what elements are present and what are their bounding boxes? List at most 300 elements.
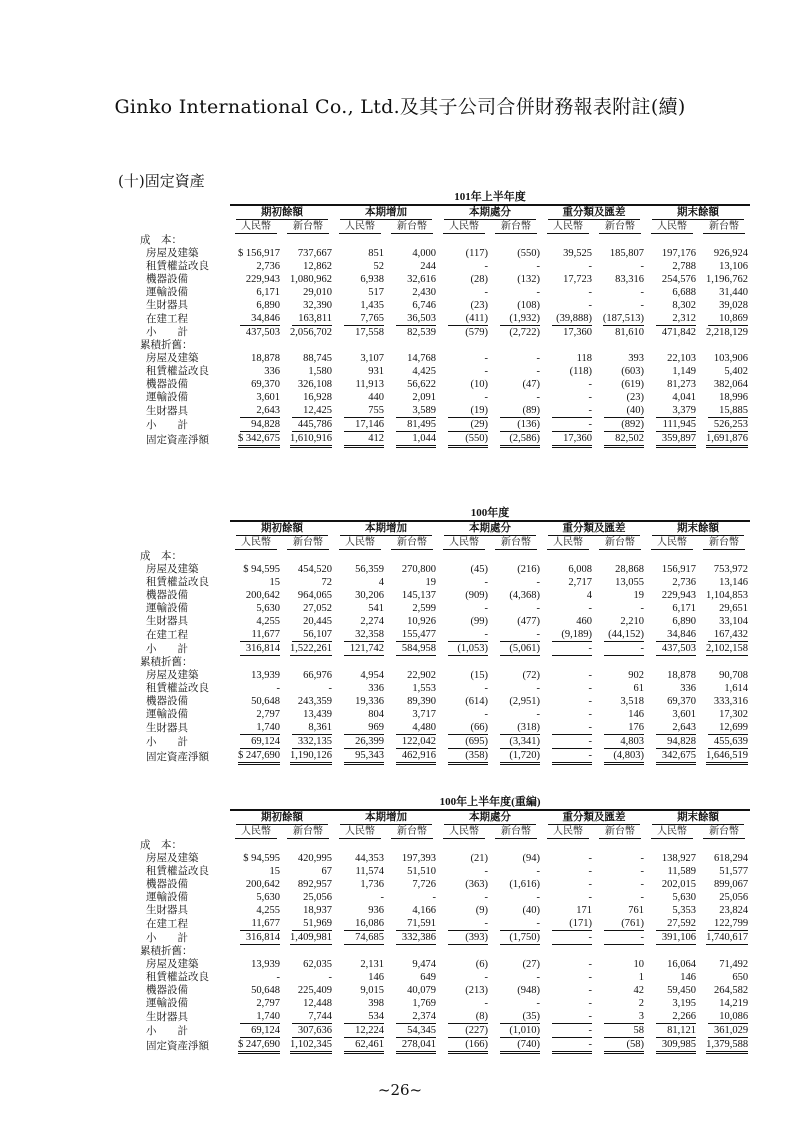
cell-value: (6): [475, 959, 488, 970]
cell-value: 3,601: [256, 392, 280, 403]
column-group-header: 本期增加: [340, 206, 432, 220]
cell-value: (761): [604, 917, 644, 931]
row-label: 小 計: [146, 932, 188, 944]
cell-value: 5,630: [256, 603, 280, 614]
cell-value: -: [588, 603, 592, 614]
table-row: [138, 234, 750, 247]
cell-value: 13,939: [251, 670, 280, 681]
cell-value: 13,439: [303, 709, 332, 720]
cell-value: 61: [633, 683, 644, 694]
cell-value: -: [588, 300, 592, 311]
cell-value: 3,107: [360, 353, 384, 364]
currency-header: 人民幣: [339, 536, 380, 550]
currency-header: 新台幣: [287, 536, 328, 550]
cell-value: (603): [621, 366, 644, 377]
cell-value: 8,302: [672, 300, 696, 311]
table-block-100: [138, 506, 750, 765]
cell-value: 2,131: [360, 959, 384, 970]
cell-value: -: [500, 917, 540, 931]
cell-value: 332,135: [292, 735, 332, 749]
cell-value: $ 94,595: [243, 564, 280, 575]
cell-value: 969: [344, 721, 384, 735]
cell-value: 1,646,519: [706, 749, 748, 765]
cell-value: 1,080,962: [290, 274, 332, 285]
cell-value: 9,474: [412, 959, 436, 970]
cell-value: 12,448: [303, 998, 332, 1009]
column-group-header: 重分類及匯差: [548, 206, 640, 220]
cell-value: 10,869: [708, 312, 748, 326]
cell-value: -: [588, 709, 592, 720]
cell-value: -: [640, 853, 644, 864]
cell-value: 1,580: [308, 366, 332, 377]
cell-value: 23,824: [719, 905, 749, 916]
table-row: [138, 260, 750, 273]
currency-header: 新台幣: [703, 220, 744, 234]
cell-value: -: [380, 892, 384, 903]
cell-value: 4,803: [604, 735, 644, 749]
cell-value: -: [640, 866, 644, 877]
cell-value: (411): [448, 312, 488, 326]
column-group-header: 本期增加: [340, 522, 432, 536]
cell-value: 526,253: [708, 418, 748, 432]
cell-value: 56,622: [407, 379, 436, 390]
cell-value: 11,677: [240, 917, 280, 931]
currency-header: 新台幣: [703, 825, 744, 839]
row-label: 租賃權益改良: [146, 972, 209, 983]
cell-value: 761: [628, 905, 644, 916]
cell-value: 11,574: [355, 866, 384, 877]
currency-header: 新台幣: [287, 220, 328, 234]
cell-value: 145,137: [401, 590, 436, 601]
cell-value: (3,341): [500, 735, 540, 749]
cell-value: 59,450: [667, 985, 696, 996]
cell-value: (619): [621, 379, 644, 390]
currency-header: 新台幣: [599, 825, 640, 839]
column-group-header: 本期處分: [444, 811, 536, 825]
cell-value: 171: [576, 905, 592, 916]
cell-value: 167,432: [708, 628, 748, 642]
row-label: 房屋及建築: [146, 853, 199, 864]
row-label: 在建工程: [146, 629, 188, 641]
cell-value: 81,495: [396, 418, 436, 432]
cell-value: 361,029: [708, 1024, 748, 1038]
table-row: [138, 878, 750, 891]
cell-value: 197,393: [401, 853, 436, 864]
cell-value: 103,906: [713, 353, 749, 364]
row-label: 運輸設備: [146, 998, 188, 1009]
cell-value: 4,255: [256, 905, 280, 916]
cell-value: 650: [732, 972, 749, 983]
cell-value: 95,343: [344, 749, 384, 765]
cell-value: (117): [465, 248, 488, 259]
cell-value: -: [640, 261, 644, 272]
cell-value: 455,639: [708, 735, 748, 749]
currency-header: 新台幣: [391, 220, 432, 234]
cell-value: 155,477: [396, 628, 436, 642]
cell-value: (614): [465, 696, 488, 707]
cell-value: 229,943: [245, 274, 280, 285]
cell-value: 229,943: [661, 590, 696, 601]
cell-value: 18,878: [251, 353, 280, 364]
cell-value: -: [500, 628, 540, 642]
table-row: [138, 1010, 750, 1024]
row-label: 在建工程: [146, 918, 188, 930]
cell-value: 1,102,345: [290, 1038, 332, 1054]
cell-value: -: [448, 917, 488, 931]
cell-value: 3: [604, 1010, 644, 1024]
row-label: 租賃權益改良: [146, 683, 209, 694]
cell-value: 618,294: [714, 853, 749, 864]
cell-value: 13,146: [719, 577, 748, 588]
table-row: [138, 378, 750, 391]
cell-value: 2,091: [412, 392, 436, 403]
cell-value: 52: [373, 261, 384, 272]
cell-value: -: [604, 931, 644, 945]
cell-value: 19,336: [355, 696, 384, 707]
row-label: 房屋及建築: [146, 353, 199, 364]
cell-value: (29): [448, 418, 488, 432]
table-row: [138, 642, 750, 656]
row-label: 生財器具: [146, 1011, 188, 1023]
cell-value: 89,390: [407, 696, 436, 707]
table-row: [138, 852, 750, 865]
cell-value: (2,586): [500, 432, 540, 448]
cell-value: 804: [368, 709, 384, 720]
cell-value: (10): [470, 379, 488, 390]
cell-value: 121,742: [344, 642, 384, 656]
table-row: [138, 312, 750, 326]
table-row: [138, 365, 750, 378]
cell-value: 82,539: [407, 327, 436, 338]
cell-value: -: [536, 353, 540, 364]
cell-value: 5,630: [256, 892, 280, 903]
cell-value: 17,360: [552, 432, 592, 448]
cell-value: 4,954: [360, 670, 384, 681]
currency-header: 人民幣: [235, 825, 276, 839]
cell-value: 19: [633, 590, 644, 601]
table-row: [138, 286, 750, 299]
cell-value: 42: [633, 985, 644, 996]
cell-value: -: [276, 683, 280, 694]
cell-value: 3,589: [396, 404, 436, 418]
cell-value: 1,614: [724, 683, 748, 694]
row-label: 生財器具: [146, 405, 188, 417]
table-row: [138, 656, 750, 669]
cell-value: 122,042: [396, 735, 436, 749]
cell-value: 737,667: [297, 248, 332, 259]
cell-value: (94): [522, 853, 540, 864]
cell-value: 7,744: [292, 1010, 332, 1024]
cell-value: 81,273: [667, 379, 696, 390]
cell-value: 1,522,261: [290, 643, 332, 654]
cell-value: 69,370: [667, 696, 696, 707]
cell-value: 2,599: [412, 603, 436, 614]
cell-value: -: [484, 353, 488, 364]
cell-value: 1,610,916: [290, 432, 332, 448]
cell-value: (28): [470, 274, 488, 285]
row-label: 生財器具: [146, 722, 188, 734]
currency-header: 新台幣: [495, 536, 536, 550]
cell-value: -: [552, 1010, 592, 1024]
cell-value: $ 94,595: [243, 853, 280, 864]
cell-value: 146: [680, 972, 696, 983]
table-row: [138, 299, 750, 312]
cell-value: (108): [517, 300, 540, 311]
cell-value: 29,651: [719, 603, 748, 614]
cell-value: (2,722): [509, 327, 540, 338]
cell-value: 3,379: [656, 404, 696, 418]
cell-value: (1,616): [509, 879, 540, 890]
cell-value: -: [640, 300, 644, 311]
cell-value: 2,717: [568, 577, 592, 588]
cell-value: 30,206: [355, 590, 384, 601]
row-label: 小 計: [146, 643, 188, 655]
row-label: 運輸設備: [146, 603, 188, 614]
row-label: 小 計: [146, 1025, 188, 1037]
cell-value: 17,146: [344, 418, 384, 432]
cell-value: 264,582: [714, 985, 749, 996]
cell-value: (1,053): [448, 642, 488, 656]
cell-value: 51,969: [292, 917, 332, 931]
cell-value: (318): [500, 721, 540, 735]
currency-header: 人民幣: [339, 220, 380, 234]
cell-value: (579): [465, 327, 488, 338]
cell-value: 753,972: [713, 564, 748, 575]
cell-value: (9,189): [552, 628, 592, 642]
cell-value: 27,052: [303, 603, 332, 614]
cell-value: 81,121: [656, 1024, 696, 1038]
table-row: [138, 615, 750, 628]
currency-header: 新台幣: [391, 536, 432, 550]
cell-value: -: [536, 392, 540, 403]
cell-value: 4: [378, 577, 384, 588]
cell-value: -: [536, 261, 540, 272]
fixed-assets-table: [138, 795, 750, 1054]
cell-value: (4,368): [509, 590, 540, 601]
cell-value: 342,675: [656, 749, 696, 765]
row-label: 固定資產淨額: [146, 1040, 209, 1052]
cell-value: 5,402: [724, 366, 749, 377]
cell-value: -: [484, 366, 488, 377]
cell-value: 1,190,126: [290, 749, 332, 765]
column-group-header: 期末餘額: [652, 522, 744, 536]
cell-value: 50,648: [251, 985, 280, 996]
cell-value: -: [552, 418, 592, 432]
cell-value: (19): [448, 404, 488, 418]
cell-value: 29,010: [303, 287, 332, 298]
row-label: 機器設備: [146, 274, 188, 285]
cell-value: 10: [633, 959, 644, 970]
table-row: [138, 904, 750, 917]
cell-value: -: [484, 998, 488, 1009]
table-row: [138, 404, 750, 418]
cell-value: 1,740: [240, 1010, 280, 1024]
cell-value: 6,890: [256, 300, 280, 311]
cell-value: (216): [517, 564, 540, 575]
row-label: 機器設備: [146, 379, 188, 390]
cell-value: 200,642: [245, 590, 280, 601]
cell-value: 6,008: [568, 564, 592, 575]
cell-value: 398: [368, 998, 384, 1009]
currency-header: 人民幣: [339, 825, 380, 839]
category-label: 成 本：: [140, 840, 182, 851]
cell-value: 1,379,588: [706, 1038, 748, 1054]
cell-value: 28,868: [615, 564, 644, 575]
cell-value: (35): [500, 1010, 540, 1024]
cell-value: -: [536, 603, 540, 614]
cell-value: (909): [465, 590, 488, 601]
cell-value: 56,107: [292, 628, 332, 642]
cell-value: 36,503: [396, 312, 436, 326]
column-group-header: 期末餘額: [652, 206, 744, 220]
cell-value: 936: [368, 905, 384, 916]
row-label: 生財器具: [146, 300, 188, 311]
cell-value: 17,558: [355, 327, 384, 338]
cell-value: 460: [576, 616, 592, 627]
cell-value: 534: [344, 1010, 384, 1024]
table-row: [138, 602, 750, 615]
table-row: [138, 839, 750, 852]
cell-value: -: [484, 577, 488, 588]
cell-value: 10,086: [708, 1010, 748, 1024]
cell-value: 27,592: [656, 917, 696, 931]
cell-value: 40,079: [407, 985, 436, 996]
cell-value: (8): [448, 1010, 488, 1024]
cell-value: 81,610: [615, 327, 644, 338]
cell-value: (118): [569, 366, 592, 377]
cell-value: -: [484, 603, 488, 614]
table-row: [138, 997, 750, 1010]
cell-value: -: [536, 366, 540, 377]
cell-value: -: [640, 603, 644, 614]
cell-value: 4: [586, 590, 592, 601]
cell-value: 851: [368, 248, 384, 259]
cell-value: 2,736: [672, 577, 696, 588]
cell-value: -: [588, 670, 592, 681]
row-label: 生財器具: [146, 616, 188, 627]
cell-value: -: [484, 866, 488, 877]
cell-value: 71,492: [719, 959, 749, 970]
cell-value: (21): [470, 853, 488, 864]
currency-header: 新台幣: [495, 825, 536, 839]
cell-value: $ 247,690: [238, 1038, 280, 1054]
cell-value: 146: [368, 972, 384, 983]
cell-value: -: [588, 998, 592, 1009]
row-label: 房屋及建築: [146, 248, 199, 259]
cell-value: 649: [420, 972, 436, 983]
cell-value: 176: [604, 721, 644, 735]
cell-value: (1,750): [500, 931, 540, 945]
cell-value: 18,937: [303, 905, 332, 916]
cell-value: 18,878: [667, 670, 696, 681]
cell-value: 2,788: [672, 261, 696, 272]
table-row: [138, 708, 750, 721]
cell-value: 69,370: [251, 379, 280, 390]
cell-value: 14,219: [719, 998, 749, 1009]
cell-value: 22,103: [667, 353, 696, 364]
table-row: [138, 391, 750, 404]
cell-value: -: [604, 642, 644, 656]
row-label: 固定資產淨額: [146, 434, 209, 446]
cell-value: (99): [470, 616, 488, 627]
cell-value: 1,149: [672, 366, 696, 377]
cell-value: 74,685: [344, 931, 384, 945]
table-row: [138, 339, 750, 352]
table-row: [138, 1038, 750, 1054]
cell-value: 19: [425, 577, 436, 588]
cell-value: 62,035: [303, 959, 332, 970]
row-label: 固定資產淨額: [146, 751, 209, 763]
table-row: [138, 352, 750, 365]
cell-value: 20,445: [303, 616, 332, 627]
cell-value: 899,067: [714, 879, 749, 890]
currency-header: 人民幣: [651, 536, 692, 550]
currency-header: 新台幣: [599, 220, 640, 234]
cell-value: 122,799: [708, 917, 748, 931]
cell-value: -: [536, 709, 540, 720]
cell-value: -: [552, 735, 592, 749]
cell-value: 146: [628, 709, 644, 720]
cell-value: 6,938: [360, 274, 384, 285]
cell-value: 359,897: [656, 432, 696, 448]
cell-value: 33,104: [719, 616, 748, 627]
table-row: [138, 273, 750, 286]
cell-value: 94,828: [656, 735, 696, 749]
cell-value: 437,503: [656, 642, 696, 656]
cell-value: 138,927: [661, 853, 696, 864]
table-row: [138, 418, 750, 432]
cell-value: 22,902: [407, 670, 436, 681]
table-row: [138, 984, 750, 997]
cell-value: (393): [448, 931, 488, 945]
cell-value: 445,786: [292, 418, 332, 432]
table-row: [138, 563, 750, 576]
cell-value: (45): [470, 564, 488, 575]
row-label: 生財器具: [146, 905, 188, 916]
cell-value: 902: [628, 670, 644, 681]
cell-value: -: [432, 892, 436, 903]
cell-value: (171): [552, 917, 592, 931]
row-label: 機器設備: [146, 590, 188, 601]
cell-value: 5,353: [672, 905, 696, 916]
cell-value: 1,044: [396, 432, 436, 448]
cell-value: (44,152): [604, 628, 644, 642]
cell-value: 6,746: [412, 300, 436, 311]
cell-value: 16,928: [303, 392, 332, 403]
cell-value: 892,957: [297, 879, 332, 890]
row-label: 運輸設備: [146, 392, 188, 403]
cell-value: 88,745: [303, 353, 332, 364]
row-label: 租賃權益改良: [146, 866, 209, 877]
period-header: 100年上半年度(重編): [439, 795, 541, 808]
cell-value: (39,888): [552, 312, 592, 326]
cell-value: 14,768: [407, 353, 436, 364]
row-label: 租賃權益改良: [146, 366, 209, 377]
cell-value: 1,691,876: [706, 432, 748, 448]
cell-value: 2,374: [396, 1010, 436, 1024]
cell-value: (58): [604, 1038, 644, 1054]
cell-value: -: [588, 287, 592, 298]
cell-value: 17,360: [563, 327, 592, 338]
table-row: [138, 576, 750, 589]
cell-value: 440: [368, 392, 384, 403]
table-row: [138, 628, 750, 642]
cell-value: 1,435: [360, 300, 384, 311]
period-header: 101年上半年度: [454, 190, 526, 203]
table-row: [138, 669, 750, 682]
cell-value: (1,932): [500, 312, 540, 326]
table-row: [138, 589, 750, 602]
